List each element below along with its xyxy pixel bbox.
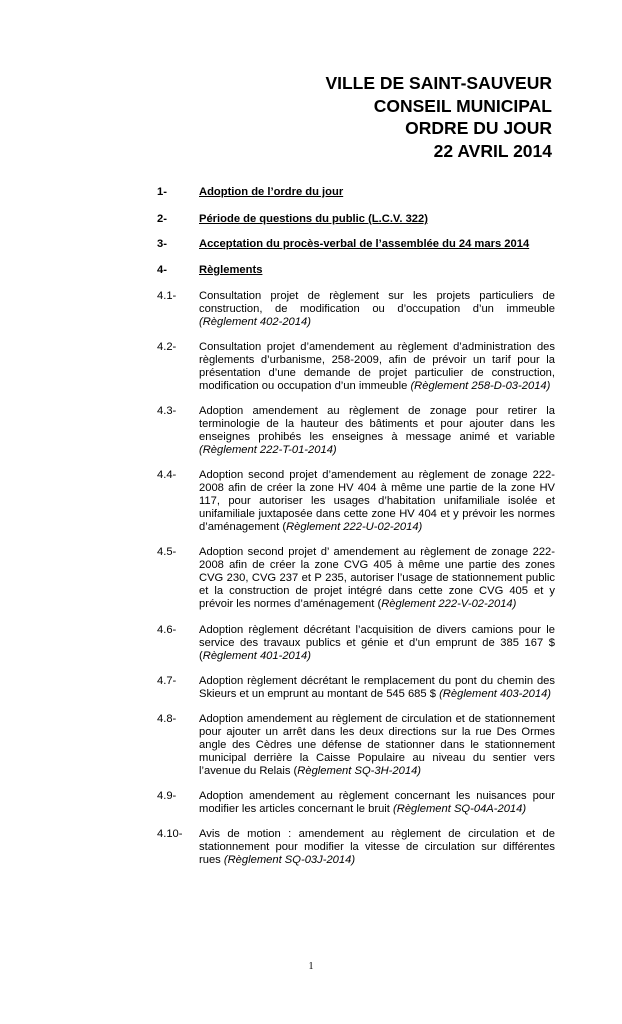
agenda-item-4-8 (157, 713, 555, 778)
item-text: Consultation projet de règlement sur les projets particuliers de construction, de modification ou d’occupation d’un immeuble (199, 290, 555, 315)
section-number: 1- (157, 186, 167, 198)
city-title: VILLE DE SAINT-SAUVEUR (325, 73, 552, 93)
item-reference: (Règlement 222-T-01-2014) (199, 444, 337, 456)
item-body (199, 405, 555, 457)
item-body (199, 828, 555, 867)
agenda-item-4-1 (157, 290, 555, 329)
page-number: 1 (308, 961, 314, 972)
item-body (199, 546, 555, 611)
item-reference: Règlement 222-U-02-2014) (286, 521, 423, 533)
item-ref-prefix: ( (293, 765, 298, 777)
section-number: 2- (157, 213, 167, 225)
item-number: 4.8- (157, 713, 177, 725)
council-title: CONSEIL MUNICIPAL (373, 95, 552, 116)
item-body (199, 790, 555, 816)
agenda-item-4-10 (157, 828, 555, 867)
agenda-item-4-6 (157, 624, 555, 663)
item-reference: (Règlement SQ-03J-2014) (223, 854, 356, 866)
meeting-date: 22 AVRIL 2014 (433, 140, 552, 161)
item-number: 4.6- (157, 624, 177, 636)
item-text: Adoption règlement décrétant l’acquisition de divers camions pour le service des travaux publics et génie et d’un emprunt de 385 167 $ (199, 624, 555, 649)
agenda-item-4-5 (157, 546, 555, 611)
item-reference: Règlement SQ-3H-2014) (297, 765, 422, 777)
agenda-item-4-2 (157, 341, 555, 393)
item-number: 4.3- (157, 405, 177, 417)
agenda-title: ORDRE DU JOUR (405, 118, 552, 138)
item-text: Adoption second projet d’ amendement au règlement de zonage 222-2008 afin de créer la zone CVG 405 à même une partie des zones CVG 230, CVG 237 et P 235, autoriser l’usage de stationnement public et la construction de projet intégré dans cette zone CVG 405 et y prévoir les normes d’aménagement (199, 546, 555, 610)
item-text: Consultation projet d’amendement au règlement d’administration des règlements d’urbanisme, 258-2009, afin de prévoir un tarif pour la présentation d’une demande de projet particulier de construction, modification ou occupation d’un immeuble (199, 341, 555, 392)
agenda-item-4-7 (157, 675, 555, 701)
item-text: Adoption amendement au règlement de circulation et de stationnement pour ajouter un arrêt dans les deux directions sur la rue Des Ormes angle des Cèdres une défense de stationner dans le stationnement municipal derrière la Caisse Populaire au niveau du sentier vers l’avenue du Relais (199, 713, 555, 777)
item-reference: (Règlement 403-2014) (439, 688, 552, 700)
item-body (199, 624, 555, 663)
section-number: 3- (157, 238, 167, 250)
agenda-item-4-9 (157, 790, 555, 816)
item-body (199, 675, 555, 701)
item-number: 4.9- (157, 790, 177, 802)
item-number: 4.2- (157, 341, 177, 353)
item-body (199, 713, 555, 778)
item-text: Avis de motion : amendement au règlement de circulation et de stationnement pour modifier la vitesse de circulation sur différentes rues (199, 828, 555, 866)
item-reference: (Règlement SQ-04A-2014) (393, 803, 527, 815)
item-number: 4.4- (157, 469, 177, 481)
item-text: Adoption second projet d’amendement au règlement de zonage 222-2008 afin de créer la zone HV 404 à même une partie de la zone HV 117, pour autoriser les usages d’habitation unifamiliale isolée et unifamiliale juxtaposée dans cette zone HV 404 et y prévoir les normes d’aménagement (199, 469, 555, 533)
item-text: Adoption règlement décrétant le remplacement du pont du chemin des Skieurs et un emprunt au montant de 545 685 $ (199, 675, 555, 700)
item-reference: (Règlement 402-2014) (199, 316, 311, 328)
section-title: Règlements (199, 264, 263, 276)
item-ref-prefix: ( (377, 598, 382, 610)
item-number: 4.1- (157, 290, 177, 302)
item-text: Adoption amendement au règlement de zonage pour retirer la terminologie de la hauteur des bâtiments et pour ajouter dans les enseignes prohibés les enseignes à message animé et variable (199, 405, 555, 443)
item-reference: Règlement 222-V-02-2014) (381, 598, 517, 610)
item-number: 4.10- (157, 828, 183, 840)
item-body (199, 290, 555, 329)
item-number: 4.7- (157, 675, 177, 687)
item-body (199, 469, 555, 534)
item-number: 4.5- (157, 546, 177, 558)
item-body (199, 341, 555, 393)
item-text: Adoption amendement au règlement concernant les nuisances pour modifier les articles concernant le bruit (199, 790, 555, 815)
item-ref-prefix: ( (199, 650, 203, 662)
document-header (325, 72, 552, 162)
item-reference: Règlement 401-2014) (202, 650, 311, 662)
section-title: Période de questions du public (L.C.V. 322) (199, 213, 428, 225)
item-ref-prefix: ( (282, 521, 287, 533)
section-title: Adoption de l’ordre du jour (199, 186, 344, 198)
section-number: 4- (157, 264, 167, 276)
section-title: Acceptation du procès-verbal de l’assemblée du 24 mars 2014 (199, 238, 530, 250)
agenda-item-4-3 (157, 405, 555, 457)
agenda-item-4-4 (157, 469, 555, 534)
item-reference: (Règlement 258-D-03-2014) (410, 380, 551, 392)
